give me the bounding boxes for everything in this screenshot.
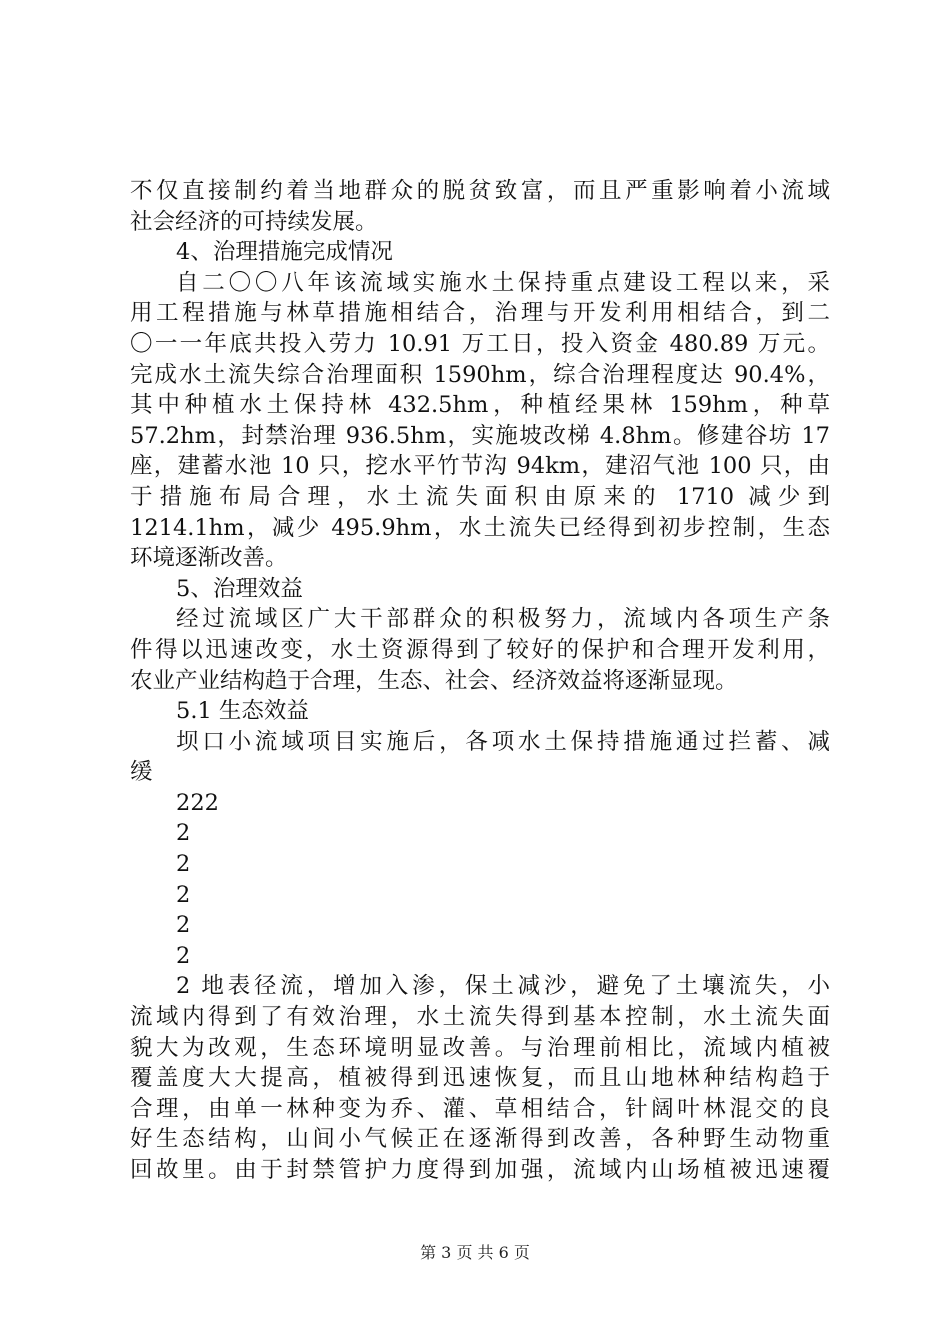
paragraph-first-line: 经过流域区广大干部群众的积极努力，流域内各项生产条 (176, 606, 830, 633)
paragraph-first-line: 2 地表径流，增加入渗，保土减沙，避免了土壤流失，小 (176, 973, 830, 1000)
body-line: 于措施布局合理，水土流失面积由原来的 1710 减少到 (130, 483, 830, 510)
stray-number-line: 222 (176, 789, 219, 816)
body-line: 完成水土流失综合治理面积 1590hm，综合治理程度达 90.4%， (130, 361, 830, 388)
body-line: 其中种植水土保持林 432.5hm，种植经果林 159hm，种草 (130, 392, 830, 419)
section-heading: 5、治理效益 (176, 575, 303, 602)
subsection-heading: 5.1 生态效益 (176, 698, 309, 725)
document-body (130, 176, 830, 1186)
body-line: 57.2hm，封禁治理 936.5hm，实施坡改梯 4.8hm。修建谷坊 17 (130, 422, 830, 449)
body-line: 貌大为改观，生态环境明显改善。与治理前相比，流域内植被 (130, 1034, 830, 1061)
body-line: 件得以迅速改变，水土资源得到了较好的保护和合理开发利用， (130, 636, 830, 663)
stray-number-line: 2 (176, 881, 191, 908)
page-number-footer: 第 3 页 共 6 页 (420, 1243, 530, 1262)
body-line: 用工程措施与林草措施相结合，治理与开发利用相结合，到二 (130, 300, 830, 327)
body-line: 回故里。由于封禁管护力度得到加强，流域内山场植被迅速覆 (130, 1157, 830, 1183)
body-line: 不仅直接制约着当地群众的脱贫致富，而且严重影响着小流域 (130, 178, 830, 204)
body-line: 〇一一年底共投入劳力 10.91 万工日，投入资金 480.89 万元。 (130, 330, 830, 357)
body-line: 流域内得到了有效治理，水土流失得到基本控制，水土流失面 (130, 1004, 830, 1031)
stray-number-line: 2 (176, 851, 191, 878)
body-line: 农业产业结构趋于合理，生态、社会、经济效益将逐渐显现。 (130, 667, 738, 694)
body-line: 社会经济的可持续发展。 (130, 208, 378, 235)
body-line: 1214.1hm，减少 495.9hm，水土流失已经得到初步控制，生态 (130, 514, 830, 541)
section-heading: 4、治理措施完成情况 (176, 239, 393, 266)
body-line: 覆盖度大大提高，植被得到迅速恢复，而且山地林种结构趋于 (130, 1065, 830, 1092)
stray-number-line: 2 (176, 942, 191, 969)
body-line: 座，建蓄水池 10 只，挖水平竹节沟 94km，建沼气池 100 只，由 (130, 453, 830, 480)
stray-number-line: 2 (176, 912, 191, 939)
paragraph-first-line: 自二〇〇八年该流域实施水土保持重点建设工程以来，采 (176, 269, 830, 296)
stray-number-line: 2 (176, 820, 191, 847)
body-line: 缓 (130, 759, 153, 786)
paragraph-first-line: 坝口小流域项目实施后，各项水土保持措施通过拦蓄、减 (176, 728, 830, 755)
body-line: 环境逐渐改善。 (130, 545, 288, 572)
body-line: 合理，由单一林种变为乔、灌、草相结合，针阔叶林混交的良 (130, 1095, 830, 1122)
body-line: 好生态结构，山间小气候正在逐渐得到改善，各种野生动物重 (130, 1126, 830, 1153)
